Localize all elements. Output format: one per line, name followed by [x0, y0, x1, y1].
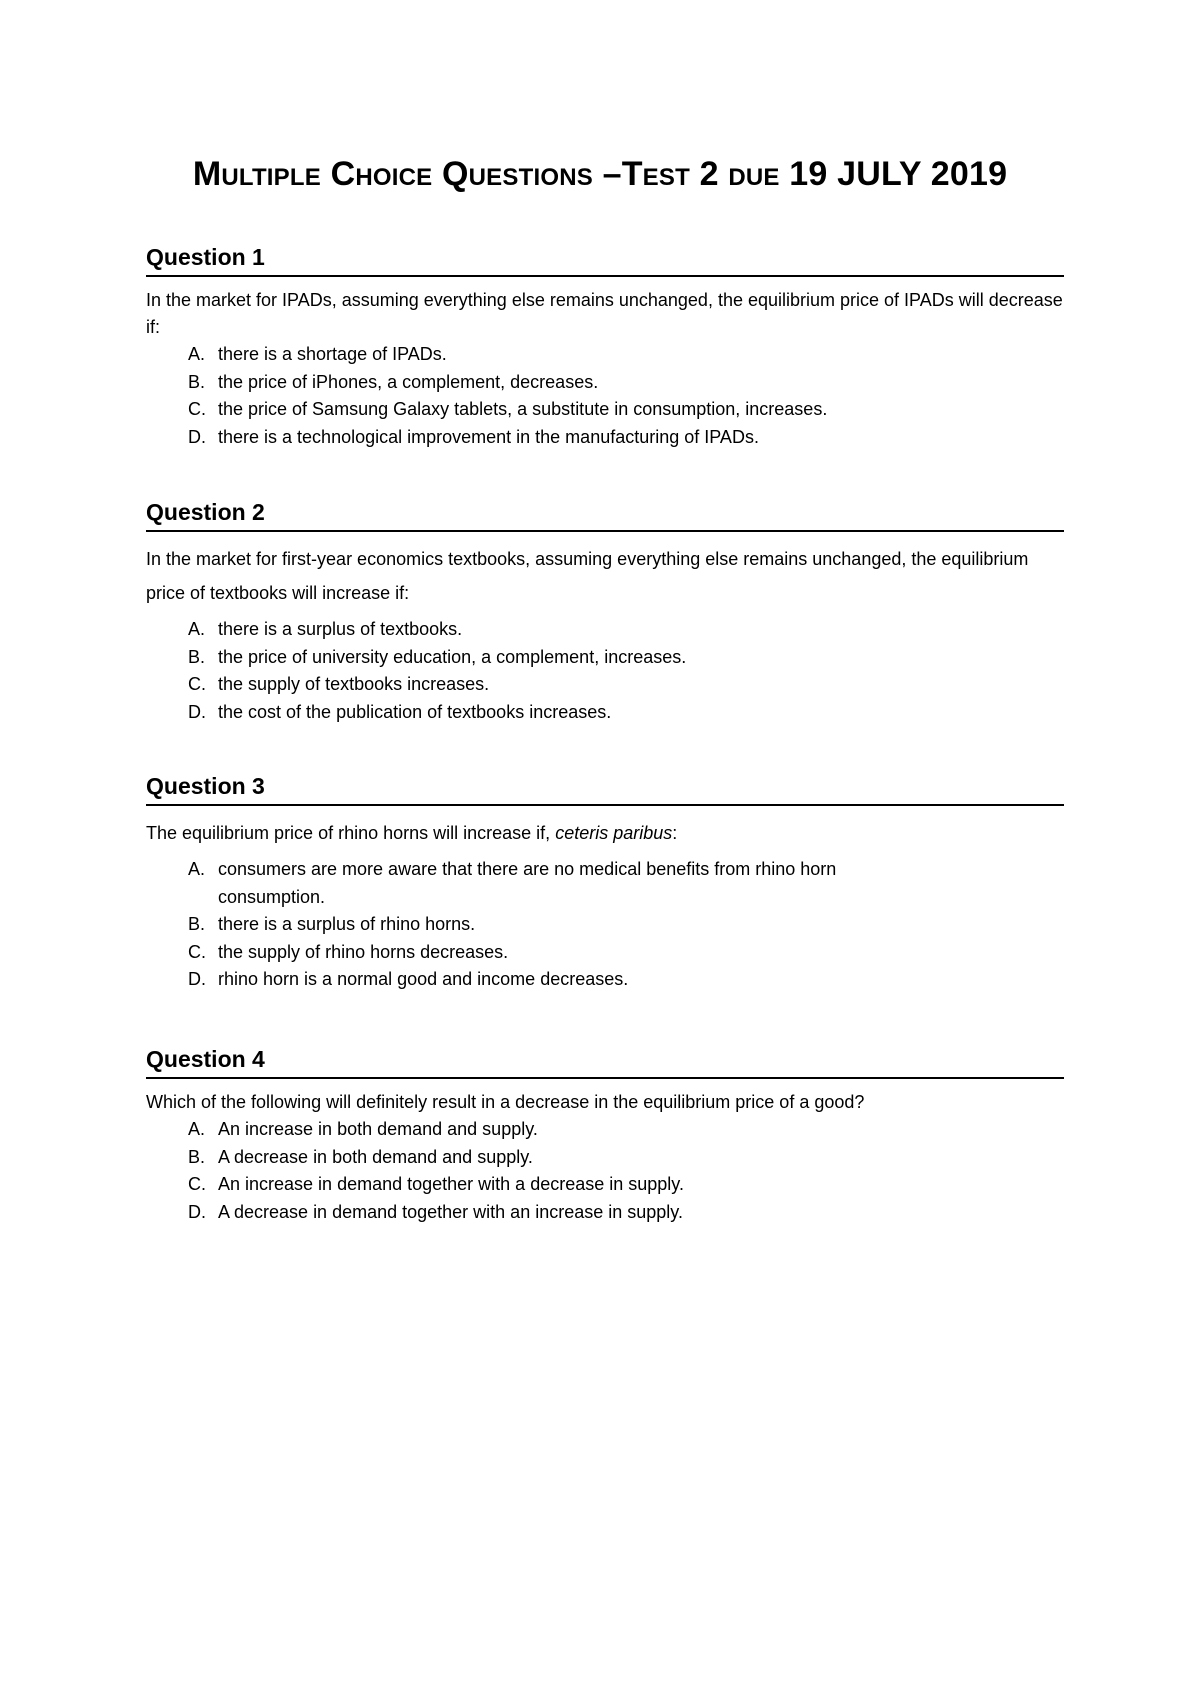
option-b	[188, 1144, 1064, 1172]
question-stem: In the market for IPADs, assuming everything else remains unchanged, the equilibrium price of IPADs will decrease if:	[146, 290, 1063, 337]
question-heading: Question 3	[146, 771, 1064, 806]
option-text: the price of university education, a complement, increases.	[218, 646, 687, 667]
option-letter: D.	[188, 426, 206, 447]
option-letter: D.	[188, 969, 206, 989]
option-text: A decrease in both demand and supply.	[218, 1146, 533, 1167]
option-text: there is a surplus of textbooks.	[218, 619, 463, 639]
option-letter: B.	[188, 371, 206, 392]
option-letter: B.	[188, 1146, 206, 1167]
stem-text: The equilibrium price of rhino horns will increase if,	[146, 823, 556, 843]
option-c	[188, 1171, 1064, 1199]
option-text: A decrease in demand together with an increase in supply.	[218, 1201, 683, 1222]
options-list	[146, 856, 1064, 994]
option-text: the cost of the publication of textbooks increases.	[218, 701, 612, 722]
question-3	[146, 771, 1064, 994]
option-letter: D.	[188, 701, 206, 722]
option-letter: A.	[188, 619, 206, 639]
option-text: the supply of rhino horns decreases.	[218, 941, 509, 962]
option-a	[188, 616, 1064, 644]
question-stem	[146, 816, 1064, 850]
option-letter: C.	[188, 941, 206, 962]
option-letter: C.	[188, 399, 206, 419]
question-stem: Which of the following will definitely result in a decrease in the equilibrium price of a good?	[146, 1092, 865, 1112]
option-a	[188, 341, 1064, 369]
options-list	[146, 1116, 1064, 1226]
option-c	[188, 939, 1064, 967]
option-text: rhino horn is a normal good and income decreases.	[218, 969, 629, 989]
option-d	[188, 966, 1064, 994]
option-d	[188, 424, 1064, 452]
stem-italic-term: ceteris paribus	[555, 823, 673, 843]
option-letter: B.	[188, 646, 206, 667]
option-text: consumers are more aware that there are no medical benefits from rhino horn consumption.	[218, 859, 837, 907]
option-text: the price of iPhones, a complement, decreases.	[218, 371, 599, 392]
option-b	[188, 911, 1064, 939]
option-text: the price of Samsung Galaxy tablets, a substitute in consumption, increases.	[218, 399, 828, 419]
options-list	[146, 616, 1064, 726]
options-list	[146, 341, 1064, 451]
option-text: there is a technological improvement in the manufacturing of IPADs.	[218, 426, 759, 447]
option-b	[188, 369, 1064, 397]
question-heading: Question 4	[146, 1044, 1064, 1079]
option-d	[188, 1199, 1064, 1227]
option-c	[188, 396, 1064, 424]
question-2	[146, 497, 1064, 726]
option-b	[188, 644, 1064, 672]
question-heading: Question 1	[146, 242, 1064, 277]
option-letter: C.	[188, 674, 206, 694]
option-letter: B.	[188, 914, 206, 934]
option-letter: C.	[188, 1174, 206, 1194]
document-title: Multiple Choice Questions –Test 2 due 19 JULY 2019	[192, 155, 1008, 193]
option-c	[188, 671, 1064, 699]
option-d	[188, 699, 1064, 727]
option-letter: A.	[188, 344, 206, 364]
option-text: An increase in demand together with a decrease in supply.	[218, 1174, 684, 1194]
question-4	[146, 1044, 1064, 1226]
option-text: there is a surplus of rhino horns.	[218, 914, 476, 934]
stem-text-end: :	[672, 823, 678, 843]
option-a	[188, 1116, 1064, 1144]
question-heading: Question 2	[146, 497, 1064, 532]
option-text: An increase in both demand and supply.	[218, 1119, 538, 1139]
question-1	[146, 242, 1064, 451]
option-a	[188, 856, 1064, 911]
option-letter: A.	[188, 859, 206, 879]
question-stem: In the market for first-year economics textbooks, assuming everything else remains unchanged, the equilibrium price of textbooks will increase if:	[146, 549, 1029, 603]
option-text: there is a shortage of IPADs.	[218, 344, 447, 364]
option-text: the supply of textbooks increases.	[218, 674, 490, 694]
option-letter: D.	[188, 1201, 206, 1222]
option-letter: A.	[188, 1119, 206, 1139]
